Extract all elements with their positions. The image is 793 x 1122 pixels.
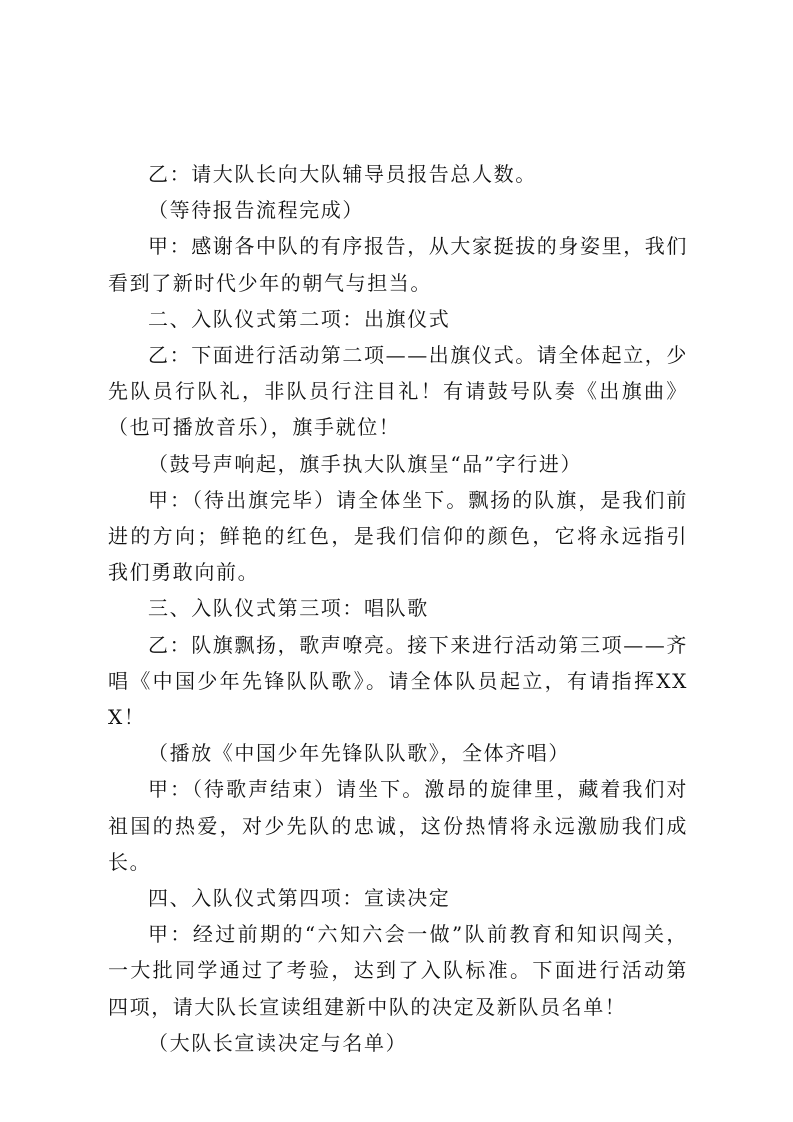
stage-direction-sing: （播放《中国少年先锋队队歌》，全体齐唱）: [148, 741, 570, 766]
paragraph-anthem: 乙：队旗飘扬，歌声嘹亮。接下来进行活动第三项——齐唱《中国少年先锋队队歌》。请全体队员起立，有请指挥XXX！: [108, 632, 688, 730]
paragraph-decision: 甲：经过前期的“六知六会一做”队前教育和知识闯关，一大批同学通过了考验，达到了入队标准。下面进行活动第四项，请大队长宣读组建新中队的决定及新队员名单！: [108, 922, 688, 1019]
stage-direction-read-list: （大队长宣读决定与名单）: [148, 1030, 408, 1055]
section-heading-decision: 四、入队仪式第四项：宣读决定: [148, 886, 451, 911]
stage-direction-wait-report: （等待报告流程完成）: [148, 198, 364, 223]
paragraph-flag-meaning: 甲：（待出旗完毕）请全体坐下。飘扬的队旗，是我们前进的方向；鲜艳的红色，是我们信仰的颜色，它将永远指引我们勇敢向前。: [108, 487, 688, 585]
paragraph-after-song: 甲：（待歌声结束）请坐下。激昂的旋律里，藏着我们对祖国的热爱，对少先队的忠诚，这份热情将永远激励我们成长。: [108, 777, 688, 874]
paragraph-flag-ceremony: 乙：下面进行活动第二项——出旗仪式。请全体起立，少先队员行队礼，非队员行注目礼！有请鼓号队奏《出旗曲》（也可播放音乐），旗手就位！: [108, 343, 688, 440]
stage-direction-drums: （鼓号声响起，旗手执大队旗呈“品”字行进）: [148, 451, 583, 476]
section-heading-flag-ceremony: 二、入队仪式第二项：出旗仪式: [148, 306, 451, 331]
paragraph-report-request: 乙：请大队长向大队辅导员报告总人数。: [148, 162, 537, 186]
section-heading-anthem: 三、入队仪式第三项：唱队歌: [148, 596, 429, 621]
paragraph-thanks: 甲：感谢各中队的有序报告，从大家挺拔的身姿里，我们看到了新时代少年的朝气与担当。: [108, 234, 688, 295]
document-body: [108, 156, 688, 1061]
